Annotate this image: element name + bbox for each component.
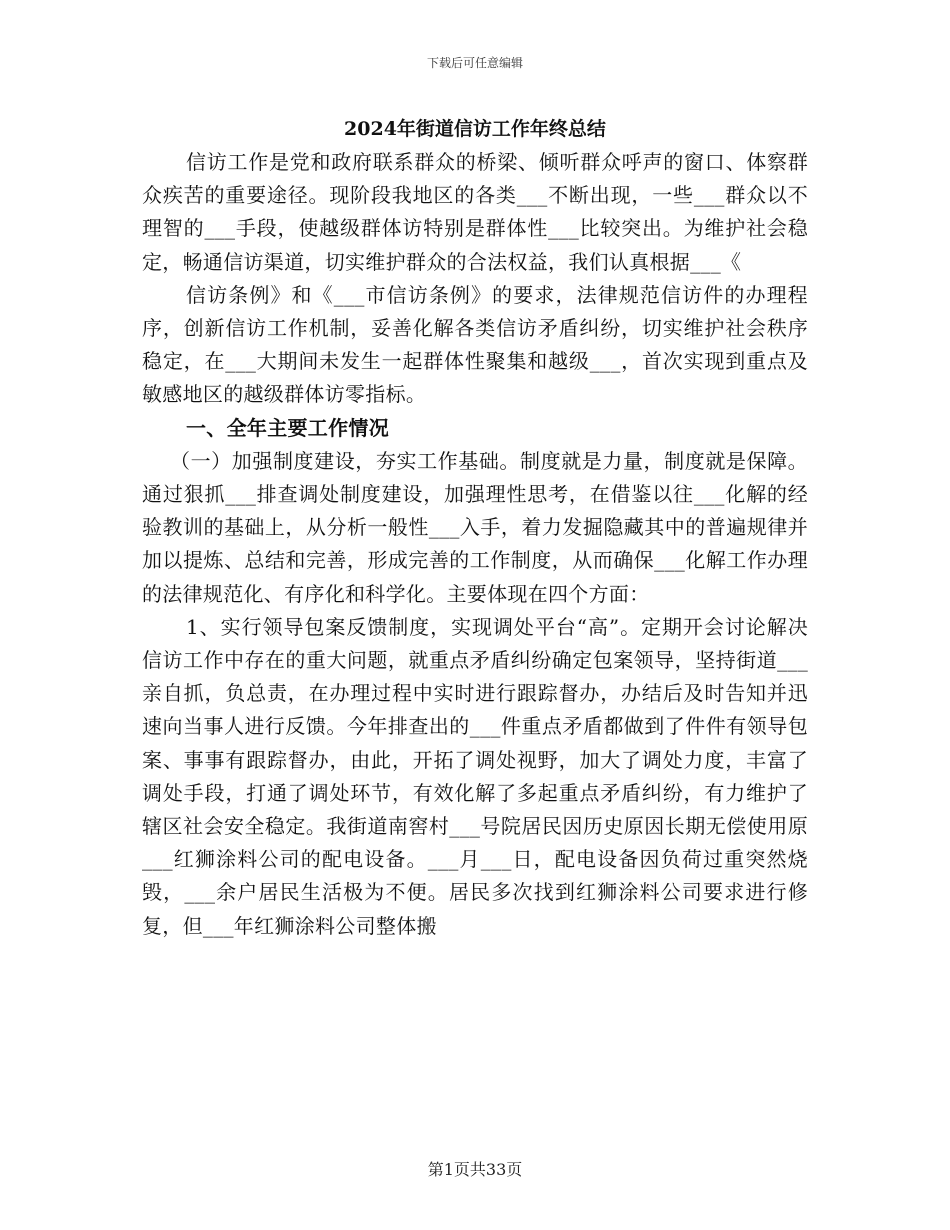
- paragraph-system-building: （一）加强制度建设，夯实工作基础。制度就是力量，制度就是保障。通过狠抓___排查调处制度建设，加强理性思考，在借鉴以往___化解的经验教训的基础上，从分析一般性___入手，着力发掘隐藏其中的普遍规律并加以提炼、总结和完善，形成完善的工作制度，从而确保___化解工作办理的法律规范化、有序化和科学化。主要体现在四个方面：: [142, 448, 808, 606]
- page-header-note: 下载后可任意编辑: [426, 56, 523, 70]
- paragraph-regulations: 信访条例》和《___市信访条例》的要求，法律规范信访件的办理程序，创新信访工作机制，妥善化解各类信访矛盾纠纷，切实维护社会秩序稳定，在___大期间未发生一起群体性聚集和越级___，首次实现到重点及敏感地区的越级群体访零指标。: [142, 282, 808, 407]
- document-title: 2024年街道信访工作年终总结: [344, 118, 606, 140]
- section-heading: 一、全年主要工作情况: [186, 415, 389, 440]
- page-number-footer: 第1页共33页: [427, 1160, 523, 1179]
- document-body: [142, 112, 808, 943]
- paragraph-intro: 信访工作是党和政府联系群众的桥梁、倾听群众呼声的窗口、体察群众疾苦的重要途径。现阶段我地区的各类___不断出现，一些___群众以不理智的___手段，使越级群体访特别是群体性___比较突出。为维护社会稳定，畅通信访渠道，切实维护群众的合法权益，我们认真根据___《: [142, 150, 808, 274]
- paragraph-leadership-system: 1、实行领导包案反馈制度，实现调处平台“高”。定期开会讨论解决信访工作中存在的重大问题，就重点矛盾纠纷确定包案领导，坚持街道___亲自抓，负总责，在办理过程中实时进行跟踪督办，办结后及时告知并迅速向当事人进行反馈。今年排查出的___件重点矛盾都做到了件件有领导包案、事事有跟踪督办，由此，开拓了调处视野，加大了调处力度，丰富了调处手段，打通了调处环节，有效化解了多起重点矛盾纠纷，有力维护了辖区社会安全稳定。我街道南窖村___号院居民因历史原因长期无偿使用原___红狮涂料公司的配电设备。___月___日，配电设备因负荷过重突然烧毁，___余户居民生活极为不便。居民多次找到红狮涂料公司要求进行修复，但___年红狮涂料公司整体搬: [142, 614, 808, 938]
